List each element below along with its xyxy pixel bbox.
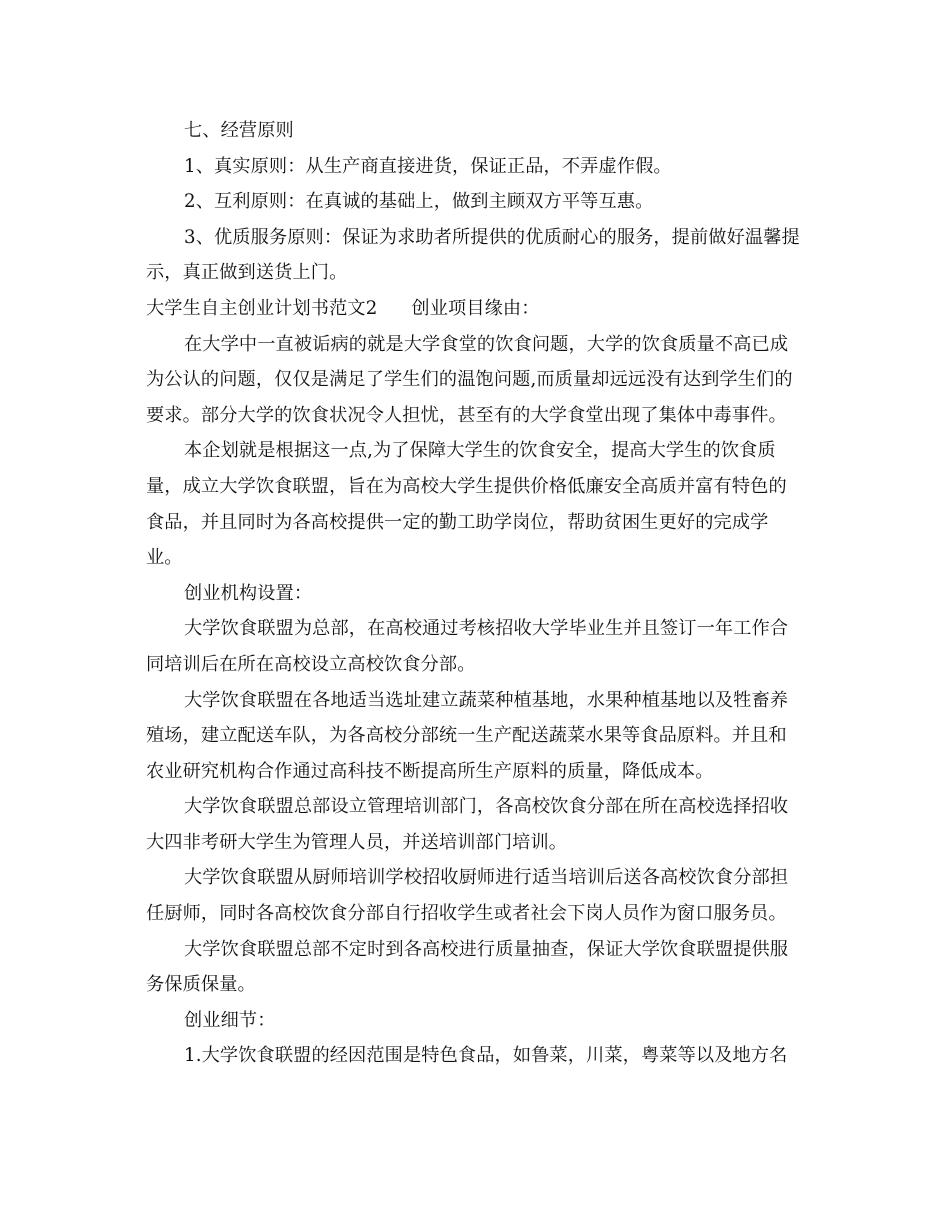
text-line: 任厨师，同时各高校饮食分部自行招收学生或者社会下岗人员作为窗口服务员。 [146,903,787,925]
section-heading: 创业机构设置： [184,582,313,604]
text-line: 示，真正做到送货上门。 [146,262,348,284]
section-heading: 创业细节： [184,1009,276,1031]
principle-item: 1、真实原则：从生产商直接进货，保证正品，不弄虚作假。 [184,155,672,177]
text-line: 大四非考研大学生为管理人员，并送培训部门培训。 [146,831,568,853]
paragraph-line: 1.大学饮食联盟的经因范围是特色食品，如鲁菜，川菜，粤菜等以及地方名 [184,1045,788,1067]
text-line: 量，成立大学饮食联盟，旨在为高校大学生提供价格低廉安全高质并富有特色的 [146,475,787,497]
document-body [146,113,806,1074]
paragraph-line: 大学饮食联盟在各地适当选址建立蔬菜种植基地，水果种植基地以及牲畜养 [184,689,789,711]
text-line: 务保质保量。 [146,974,256,996]
text-line: 食品，并且同时为各高校提供一定的勤工助学岗位，帮助贫困生更好的完成学 [146,511,769,533]
text-line: 殖场，建立配送车队，为各高校分部统一生产配送蔬菜水果等食品原料。并且和 [146,725,787,747]
text-line: 要求。部分大学的饮食状况令人担忧，甚至有的大学食堂出现了集体中毒事件。 [146,404,787,426]
text-line: 农业研究机构合作通过高科技不断提高所生产原料的质量，降低成本。 [146,760,714,782]
principle-item: 2、互利原则：在真诚的基础上，做到主顾双方平等互惠。 [184,191,654,213]
section-heading: 七、经营原则 [184,120,294,141]
section-heading: 创业项目缘由： [411,297,540,319]
paragraph-line: 本企划就是根据这一点,为了保障大学生的饮食安全，提高大学生的饮食质 [184,440,776,462]
text-line: 为公认的问题，仅仅是满足了学生们的温饱问题,而质量却远远没有达到学生们的 [146,369,793,391]
paragraph-line: 大学饮食联盟总部设立管理培训部门，各高校饮食分部在所在高校选择招收 [184,796,789,818]
document-title-line [146,291,806,327]
paragraph-line: 大学饮食联盟从厨师培训学校招收厨师进行适当培训后送各高校饮食分部担 [184,867,789,889]
paragraph-line: 大学饮食联盟为总部，在高校通过考核招收大学毕业生并且签订一年工作合 [184,618,789,640]
paragraph-line: 在大学中一直被诟病的就是大学食堂的饮食问题，大学的饮食质量不高已成 [184,333,789,355]
paragraph-line: 大学饮食联盟总部不定时到各高校进行质量抽查，保证大学饮食联盟提供服 [184,938,789,960]
principle-item: 3、优质服务原则：保证为求助者所提供的优质耐心的服务，提前做好温馨提 [184,226,800,248]
text-line: 业。 [146,547,183,569]
text-line: 同培训后在所在高校设立高校饮食分部。 [146,653,476,675]
document-title: 大学生自主创业计划书范文2 [146,297,378,319]
